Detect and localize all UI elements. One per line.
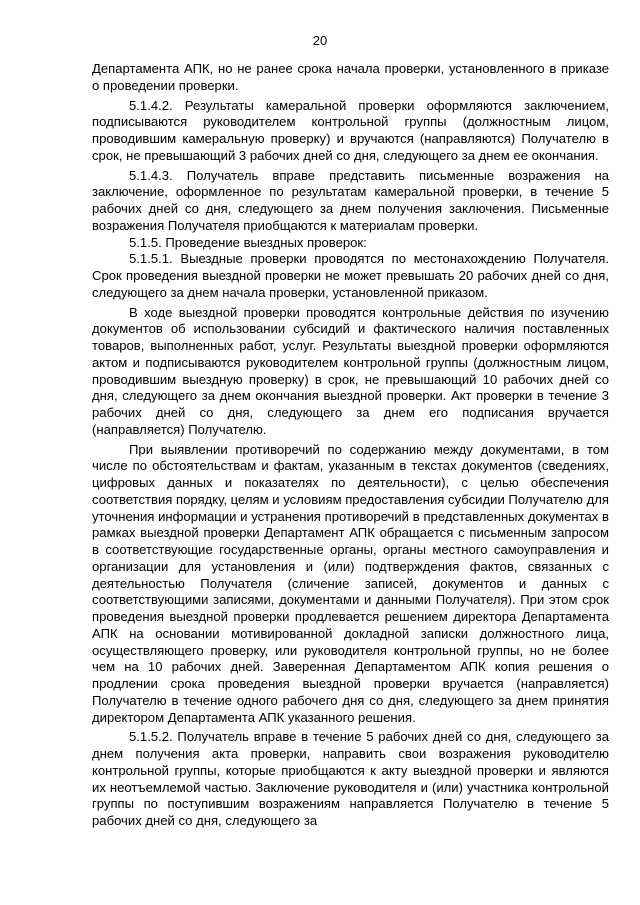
paragraph-continuation: Департамента АПК, но не ранее срока начала проверки, установленного в приказе о проведении проверки. xyxy=(92,61,609,93)
paragraph-contradictions: При выявлении противоречий по содержанию между документами, в том числе по обстоятельствам и фактам, указанным в текстах документов (сведениях, цифровых данных и показателях по деятельности), с целью обеспечения соответствия порядку, целям и условиям предоставления субсидии Получателю для уточнения информации и устранения противоречий в представленных документах в рамках выездной проверки Департамент АПК обращается с письменным запросом в соответствующие государственные органы, органы местного самоуправления и организации для установления и (или) подтверждения фактов, связанных с деятельностью Получателя (сличение записей, документов и данных с соответствующими записями, документами и данными Получателя). При этом срок проведения выездной проверки продлевается решением директора Департамента АПК на основании мотивированной докладной записки должностного лица, осуществляющего проверку, или руководителя контрольной группы, но не более чем на 10 рабочих дней. Заверенная Департаментом АПК копия решения о продлении срока проведения выездной проверки вручается (направляется) Получателю в течение одного рабочего дня со дня, следующего за днем принятия директором Департамента АПК указанного решения. xyxy=(92,441,609,725)
paragraph-5-1-5-1: 5.1.5.1. Выездные проверки проводятся по местонахождению Получателя. Срок проведения выездной проверки не может превышать 20 рабочих дней со дня, следующего за днем начала проверки, установленной приказом. xyxy=(92,251,609,300)
page-number: 20 xyxy=(312,33,328,48)
paragraph-5-1-5-2: 5.1.5.2. Получатель вправе в течение 5 рабочих дней со дня, следующего за днем получения акта проверки, направить свои возражения руководителю контрольной группы, которые приобщаются к акту выездной проверки и являются их неотъемлемой частью. Заключение руководителя и (или) участника контрольной группы по поступившим возражениям направляется Получателю в течение 5 рабочих дней со дня, следующего за xyxy=(92,729,609,828)
paragraph-5-1-5: 5.1.5. Проведение выездных проверок: xyxy=(129,234,367,250)
paragraph-field-inspection: В ходе выездной проверки проводятся контрольные действия по изучению документов об использовании субсидий и фактического наличия поставленных товаров, выполненных работ, услуг. Результаты выездной проверки оформляются актом и подписываются руководителем контрольной группы (должностным лицом, проводившим выездную проверку) в срок, не превышающий 10 рабочих дней со дня, следующего за днем окончания выездной проверки. Акт проверки в течение 3 рабочих дней со дня, следующего за днем его подписания вручается (направляется) Получателю. xyxy=(92,304,609,437)
document-body xyxy=(92,61,609,830)
paragraph-5-1-4-2: 5.1.4.2. Результаты камеральной проверки оформляются заключением, подписываются руководителем контрольной группы (должностным лицом, проводившим камеральную проверку) и вручаются (направляются) Получателю в срок, не превышающий 3 рабочих дней со дня, следующего за днем ее окончания. xyxy=(92,97,609,163)
paragraph-5-1-4-3: 5.1.4.3. Получатель вправе представить письменные возражения на заключение, оформленное по результатам камеральной проверки, в течение 5 рабочих дней со дня, следующего за днем получения заключения. Письменные возражения Получателя приобщаются к материалам проверки. xyxy=(92,167,609,233)
